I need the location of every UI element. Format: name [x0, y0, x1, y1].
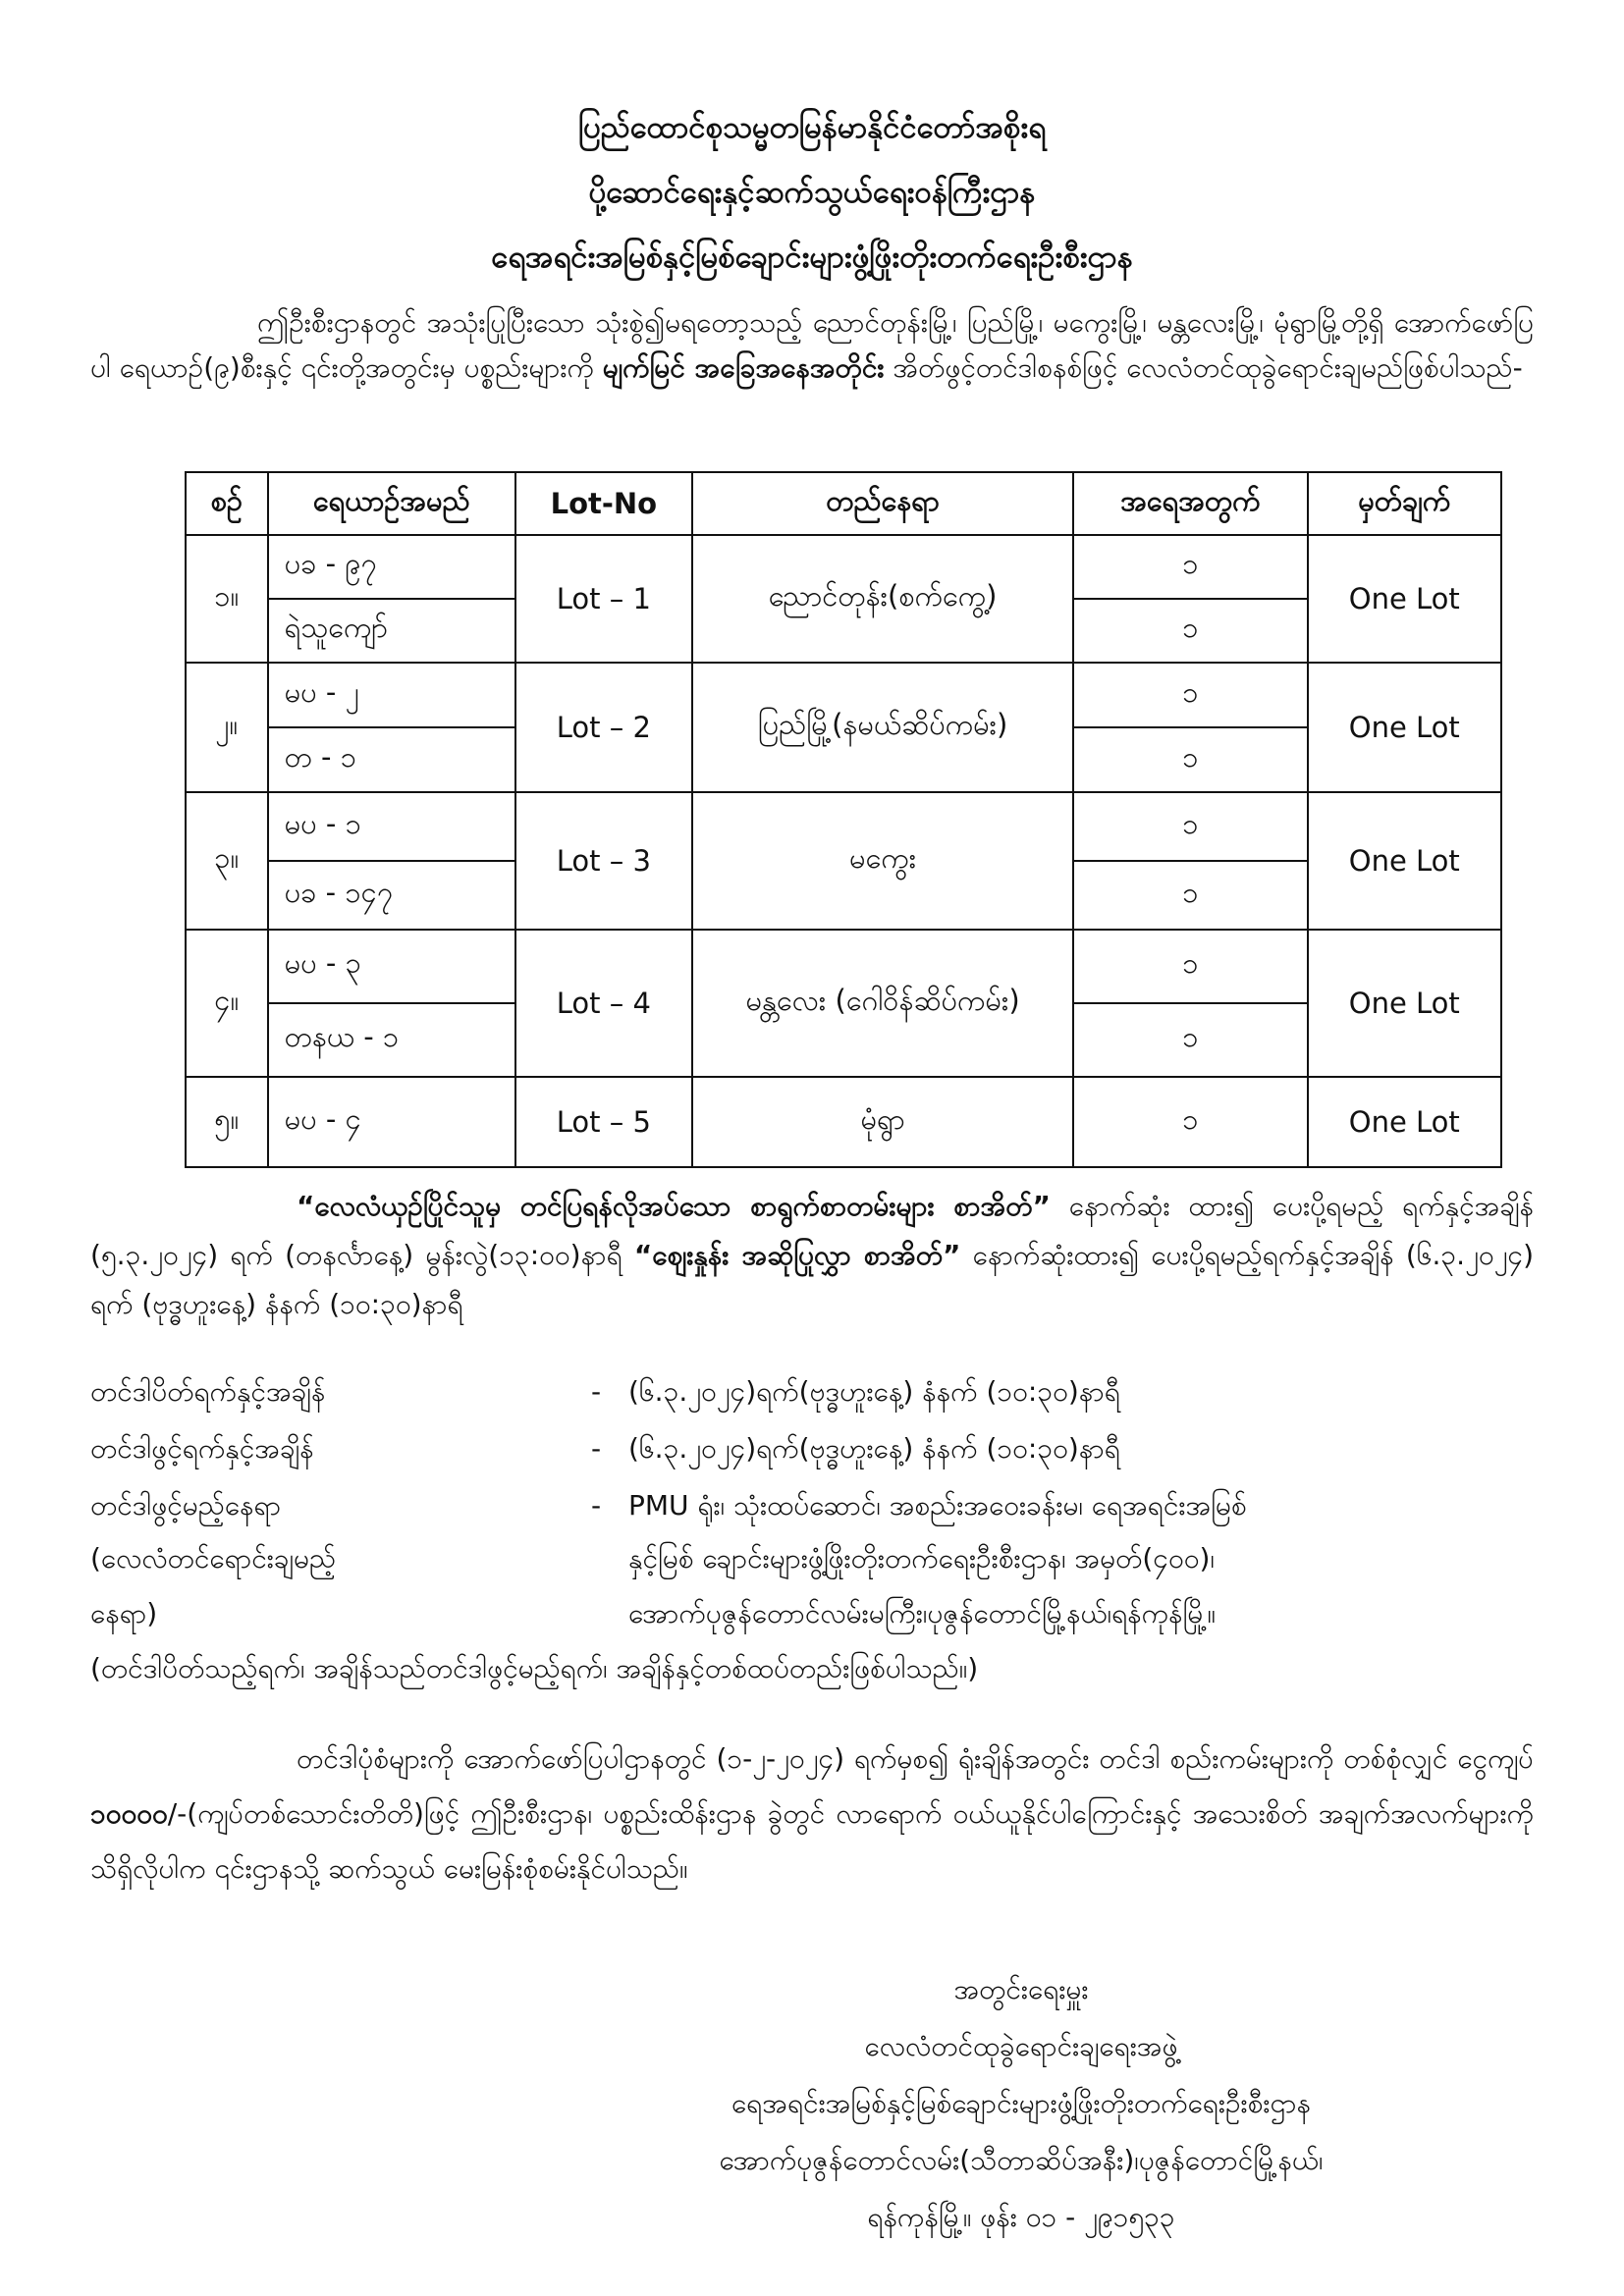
remark: One Lot: [1308, 930, 1501, 1077]
intro-text-1: ဤဦးစီးဌာနတွင် အသုံးပြုပြီးသော သုံးစွဲ၍မရတော့သည့် ညောင်တုန်းမြို့၊ ပြည်မြို့၊ မကွေးမြို့၊ မန္တလေးမြို့၊ မုံရွာမြို့တို့ရှိ အောက်ဖော်ပြပါ ရေယာဉ်(၉)စီးနှင့် ၎င်းတို့အတွင်းမှ ပစ္စည်းများကို: [90, 306, 1534, 384]
col-header-no: စဉ်: [186, 472, 268, 535]
lot-no: Lot – 2: [515, 663, 692, 792]
lot-no: Lot – 4: [515, 930, 692, 1077]
location: မန္တလေး (ဂေါဝိန်ဆိပ်ကမ်း): [692, 930, 1073, 1077]
vessel-qty: ၁: [1073, 599, 1307, 663]
remark: One Lot: [1308, 792, 1501, 930]
purchase-paragraph: [90, 1732, 1534, 1896]
close-value: (၆.၃.၂၀၂၄)ရက်(ဗုဒ္ဓဟူးနေ့) နံနက် (၁၀:၃၀)နာရီ: [628, 1375, 1120, 1408]
schedule-open-row: [90, 1429, 1534, 1468]
place-value: နှင့်မြစ် ချောင်းများဖွံ့ဖြိုးတိုးတက်ရေးဦးစီးဌာန၊ အမှတ်(၄၀၀)၊: [628, 1542, 1215, 1575]
vessel-qty: ၁: [1073, 930, 1307, 1003]
signature-department: ရေအရင်းအမြစ်နှင့်မြစ်ချောင်းများဖွံ့ဖြိုးတိုးတက်ရေးဦးစီးဌာန: [731, 2087, 1312, 2119]
lots-table: [185, 471, 1502, 1168]
open-dash: -: [591, 1432, 602, 1465]
vessel-name: မပ - ၄: [268, 1077, 515, 1167]
location: ပြည်မြို့(နမယ်ဆိပ်ကမ်း): [692, 663, 1073, 792]
table-row: [186, 663, 1501, 727]
schedule-close-row: [90, 1372, 1534, 1412]
col-header-location: တည်နေရာ: [692, 472, 1073, 535]
vessel-qty: ၁: [1073, 727, 1307, 792]
row-no: ၁။: [186, 535, 268, 663]
vessel-name: မပ - ၃: [268, 930, 515, 1003]
remark: One Lot: [1308, 535, 1501, 663]
lot-no: Lot – 3: [515, 792, 692, 930]
header-government: ပြည်ထောင်စုသမ္မတမြန်မာနိုင်ငံတော်အစိုးရ: [577, 110, 1047, 145]
vessel-name: မပ - ၂: [268, 663, 515, 727]
place-dash: -: [591, 1489, 602, 1522]
col-header-remark: မှတ်ချက်: [1308, 472, 1501, 535]
open-value: (၆.၃.၂၀၂၄)ရက်(ဗုဒ္ဓဟူးနေ့) နံနက် (၁၀:၃၀)နာရီ: [628, 1432, 1120, 1465]
close-dash: -: [591, 1375, 602, 1408]
intro-paragraph: [90, 300, 1534, 391]
deadline-price-envelope: “ဈေးနှုန်း အဆိုပြုလွှာ စာအိတ်”: [633, 1239, 961, 1271]
place-value: PMU ရုံး၊ သုံးထပ်ဆောင်၊ အစည်းအဝေးခန်းမ၊ ရေအရင်းအမြစ်: [628, 1489, 1247, 1522]
signature-phone: ရန်ကုန်မြို့။ ဖုန်း ၀၁ - ၂၉၁၅၃၃: [867, 2201, 1175, 2233]
vessel-qty: ၁: [1073, 1003, 1307, 1077]
deadline-paragraph: [90, 1182, 1534, 1329]
col-header-vessel: ရေယာဉ်အမည်: [268, 472, 515, 535]
purchase-text-2: /-(ကျပ်တစ်သောင်းတိတိ)ဖြင့် ဤဦးစီးဌာန၊ ပစ္စည်းထိန်းဌာန ခွဲတွင် လာရောက် ဝယ်ယူနိုင်ပါကြောင်းနှင့် အသေးစိတ် အချက်အလက်များကို သိရှိလိုပါက ၎င်းဌာနသို့ ဆက်သွယ် မေးမြန်းစုံစမ်းနိုင်ပါသည်။: [90, 1797, 1534, 1885]
signature-address: အောက်ပုဇွန်တောင်လမ်း(သီတာဆိပ်အနီး)၊ပုဇွန်တောင်မြို့နယ်၊: [719, 2144, 1324, 2176]
purchase-fee: ၁၀၀၀၀: [90, 1797, 168, 1830]
place-label: (လေလံတင်ရောင်းချမည့်: [90, 1542, 337, 1575]
place-label: နေရာ): [90, 1597, 158, 1629]
lot-no: Lot – 5: [515, 1077, 692, 1167]
place-label: တင်ဒါဖွင့်မည့်နေရာ: [90, 1489, 282, 1522]
vessel-qty: ၁: [1073, 663, 1307, 727]
table-row: [186, 1077, 1501, 1167]
intro-bold-condition: မျက်မြင် အခြေအနေအတိုင်း: [602, 351, 885, 384]
remark: One Lot: [1308, 1077, 1501, 1167]
place-value: အောက်ပုဇွန်တောင်လမ်းမကြီး၊ပုဇွန်တောင်မြို့နယ်၊ရန်ကုန်မြို့။: [628, 1597, 1217, 1629]
row-no: ၄။: [186, 930, 268, 1077]
signature-committee: လေလံတင်ထုခွဲရောင်းချရေးအဖွဲ့: [864, 2030, 1178, 2062]
location: မုံရွာ: [692, 1077, 1073, 1167]
col-header-lot: Lot-No: [515, 472, 692, 535]
schedule-place-row-1: [90, 1486, 1534, 1525]
vessel-qty: ၁: [1073, 1077, 1307, 1167]
deadline-documents-envelope: “လေလံယှဉ်ပြိုင်သူမှ တင်ပြရန်လိုအပ်သော စာရွက်စာတမ်းများ စာအိတ်”: [297, 1190, 1051, 1222]
vessel-name: ရဲသူကျော်: [268, 599, 515, 663]
table-header-row: [186, 472, 1501, 535]
vessel-name: မပ - ၁: [268, 792, 515, 861]
vessel-qty: ၁: [1073, 792, 1307, 861]
signature-block: [550, 1961, 1492, 2246]
vessel-qty: ၁: [1073, 535, 1307, 599]
vessel-name: ပခ - ၉၇: [268, 535, 515, 599]
row-no: ၂။: [186, 663, 268, 792]
header-department: ရေအရင်းအမြစ်နှင့်မြစ်ချောင်းများဖွံ့ဖြိုးတိုးတက်ရေးဦးစီးဌာန: [491, 240, 1133, 275]
close-label: တင်ဒါပိတ်ရက်နှင့်အချိန်: [90, 1375, 326, 1408]
purchase-text-1: တင်ဒါပုံစံများကို အောက်ဖော်ပြပါဌာနတွင် (၁-၂-၂၀၂၄) ရက်မှစ၍ ရုံးချိန်အတွင်း တင်ဒါ စည်းကမ်းများကို တစ်စုံလျှင် ငွေကျပ်: [297, 1742, 1534, 1775]
schedule-place-row-2: [90, 1539, 1534, 1578]
vessel-name: တနယ - ၁: [268, 1003, 515, 1077]
remark: One Lot: [1308, 663, 1501, 792]
row-no: ၃။: [186, 792, 268, 930]
intro-text-2: အိတ်ဖွင့်တင်ဒါစနစ်ဖြင့် လေလံတင်ထုခွဲရောင်းချမည်ဖြစ်ပါသည်-: [884, 351, 1523, 384]
schedule-place-row-3: [90, 1594, 1534, 1633]
deadline-text-1: နောက်ဆုံး ထား၍ ပေးပို့ရမည့် ရက်နှင့်အချိန် (၅.၃.၂၀၂၄) ရက် (တနင်္လာနေ့) မွန်းလွဲ(၁၃:၀၀)နာရီ: [90, 1190, 1535, 1271]
deadline-text-2: နောက်ဆုံးထား၍ ပေးပို့ရမည့်ရက်နှင့်အချိန် (၆.၃.၂၀၂၄) ရက် (ဗုဒ္ဓဟူးနေ့) နံနက် (၁၀:၃၀)နာရီ: [90, 1239, 1535, 1320]
signature-title: အတွင်းရေးမှူး: [953, 1973, 1089, 2005]
vessel-qty: ၁: [1073, 861, 1307, 930]
table-row: [186, 792, 1501, 861]
table-row: [186, 535, 1501, 599]
location: မကွေး: [692, 792, 1073, 930]
col-header-qty: အရေအတွက်: [1073, 472, 1307, 535]
row-no: ၅။: [186, 1077, 268, 1167]
lot-no: Lot – 1: [515, 535, 692, 663]
header-ministry: ပို့ဆောင်ရေးနှင့်ဆက်သွယ်ရေးဝန်ကြီးဌာန: [588, 175, 1036, 210]
table-row: [186, 930, 1501, 1003]
schedule-note: (တင်ဒါပိတ်သည့်ရက်၊ အချိန်သည်တင်ဒါဖွင့်မည့်ရက်၊ အချိန်နှင့်တစ်ထပ်တည်းဖြစ်ပါသည်။): [90, 1652, 979, 1684]
open-label: တင်ဒါဖွင့်ရက်နှင့်အချိန်: [90, 1432, 314, 1465]
vessel-name: တ - ၁: [268, 727, 515, 792]
vessel-name: ပခ - ၁၄၇: [268, 861, 515, 930]
location: ညောင်တုန်း(စက်ကွေ့): [692, 535, 1073, 663]
